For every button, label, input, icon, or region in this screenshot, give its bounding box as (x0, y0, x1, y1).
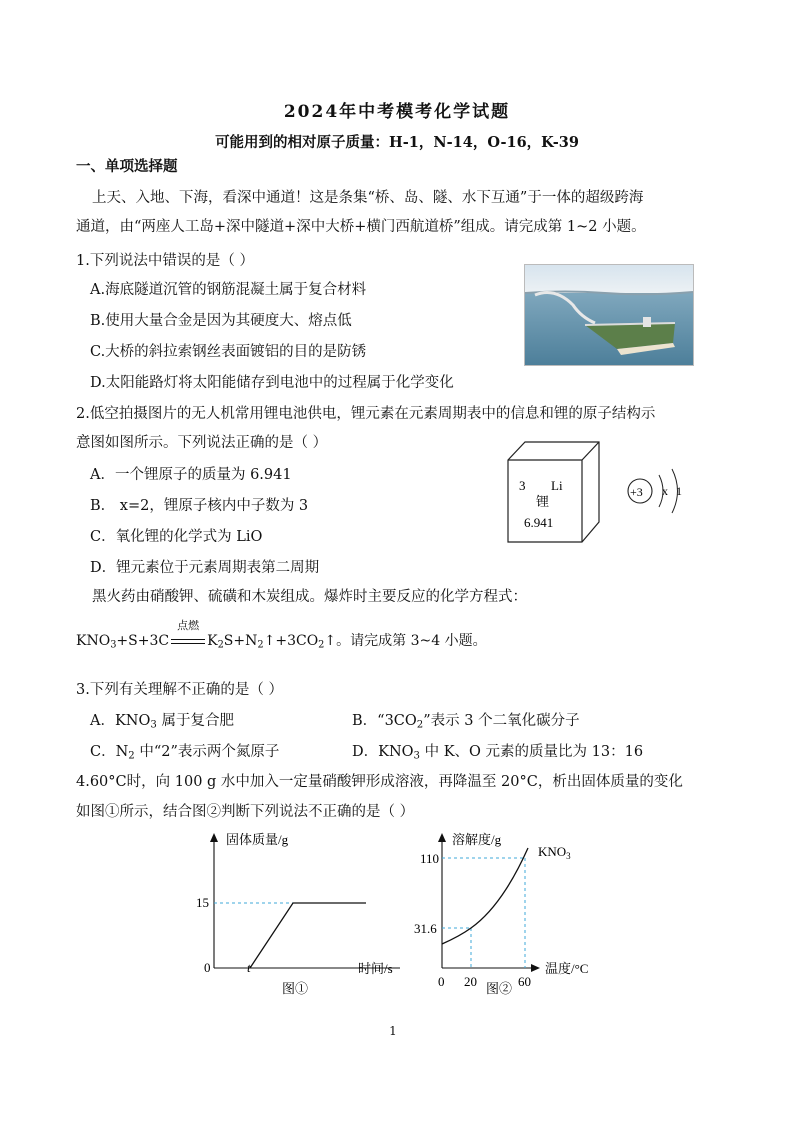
intro1-line2: 通道，由“两座人工岛+深中隧道+深中大桥+横门西航道桥”组成。请完成第 1~2 小题。 (76, 219, 646, 235)
q1-stem: 1.下列说法中错误的是（ ） (76, 253, 254, 269)
chart2-xlabel: 温度/°C (545, 961, 589, 976)
atomic-mass: 6.941 (524, 515, 554, 530)
q3-option-a[interactable]: A．$KNO_3$ 属于复合肥 (90, 713, 234, 731)
page-title: 2024年中考模考化学试题 (283, 102, 511, 122)
chart2-xtick-60: 60 (518, 974, 531, 989)
chart1-xlabel: 时间/s (358, 961, 393, 976)
electron-outer: 1 (676, 484, 682, 498)
q3-option-d[interactable]: D．$KNO_3$ 中 K、O 元素的质量比为 13：16 (352, 744, 644, 762)
element-symbol: Li (551, 478, 563, 493)
chart2-xtick-20: 20 (464, 974, 477, 989)
q3-option-c[interactable]: C．$N_2$ 中“2”表示两个氮原子 (90, 744, 280, 762)
q2-option-b[interactable]: B． x=2，锂原子核内中子数为 3 (90, 498, 309, 514)
q1-option-a[interactable]: A.海底隧道沉管的钢筋混凝土属于复合材料 (90, 282, 367, 298)
q2-stem-line2: 意图如图所示。下列说法正确的是（ ） (76, 435, 328, 451)
chart1-ytick-15: 15 (196, 895, 209, 910)
q2-option-c[interactable]: C．氧化锂的化学式为 LiO (90, 529, 263, 545)
page-number: 1 (389, 1024, 397, 1038)
chart1-xtick-0: 0 (204, 960, 211, 975)
nucleus-charge: +3 (630, 485, 643, 499)
intro1-line1: 上天、入地、下海，看深中通道！这是条集“桥、岛、隧、水下互通”于一体的超级跨海 (92, 190, 644, 206)
q4-stem-line1: 4.60°C时，向 100 g 水中加入一定量硝酸钾形成溶液，再降温至 20°C，析出固体质量的变化 (76, 774, 683, 790)
q2-stem-line1: 2.低空拍摄图片的无人机常用锂电池供电，锂元素在元素周期表中的信息和锂的原子结构示 (76, 406, 656, 422)
chart1-y-arrow (210, 833, 218, 842)
chart2-kno3-curve (442, 848, 528, 944)
intro2-line1: 黑火药由硝酸钾、硫磺和木炭组成。爆炸时主要反应的化学方程式： (92, 589, 527, 605)
section-heading: 一、单项选择题 (76, 158, 178, 175)
chart2-x-arrow (531, 964, 540, 972)
chart1-ylabel: 固体质量/g (226, 832, 289, 847)
q2-option-d[interactable]: D．锂元素位于元素周期表第二周期 (90, 560, 320, 576)
bridge-photo (524, 264, 694, 366)
chart2-ytick-110: 110 (420, 851, 440, 866)
q2-option-a[interactable]: A．一个锂原子的质量为 6.941 (90, 467, 292, 483)
chart2-y-arrow (438, 833, 446, 842)
chart2-xtick-0: 0 (438, 974, 445, 989)
chart2-ylabel: 溶解度/g (452, 832, 502, 847)
chemical-equation: $KNO_3+S+3C$ 点燃 $K_2S+N_2↑+3CO_2↑$。请完成第 3~4 小题。 (76, 619, 487, 651)
electron-x: x (662, 484, 668, 498)
chart2-series-label: $KNO_3$ (538, 844, 571, 861)
lithium-element-card (503, 438, 603, 550)
chart1-caption: 图① (282, 981, 309, 996)
chart-solubility (400, 828, 610, 1010)
chart2-ytick-31.6: 31.6 (414, 921, 437, 936)
atomic-number: 3 (519, 478, 526, 493)
chart2-caption: 图② (486, 981, 513, 996)
chart1-xtick-t: t (247, 960, 251, 975)
q1-option-b[interactable]: B.使用大量合金是因为其硬度大、熔点低 (90, 313, 352, 329)
element-name: 锂 (536, 494, 550, 509)
q3-stem: 3.下列有关理解不正确的是（ ） (76, 682, 283, 698)
q1-option-c[interactable]: C.大桥的斜拉索钢丝表面镀铝的目的是防锈 (90, 344, 367, 360)
q4-stem-line2: 如图①所示，结合图②判断下列说法不正确的是（ ） (76, 804, 415, 820)
lithium-atom-structure (620, 466, 700, 530)
chart1-series-line (250, 903, 366, 968)
q1-option-d[interactable]: D.太阳能路灯将太阳能储存到电池中的过程属于化学变化 (90, 375, 454, 391)
reaction-condition: 点燃 (177, 619, 200, 632)
atomic-mass-note: 可能用到的相对原子质量：H-1，N-14，O-16，K-39 (215, 134, 579, 151)
q3-option-b[interactable]: B．“$3CO_2$”表示 3 个二氧化碳分子 (352, 713, 580, 731)
chart-solid-mass (190, 828, 410, 1010)
